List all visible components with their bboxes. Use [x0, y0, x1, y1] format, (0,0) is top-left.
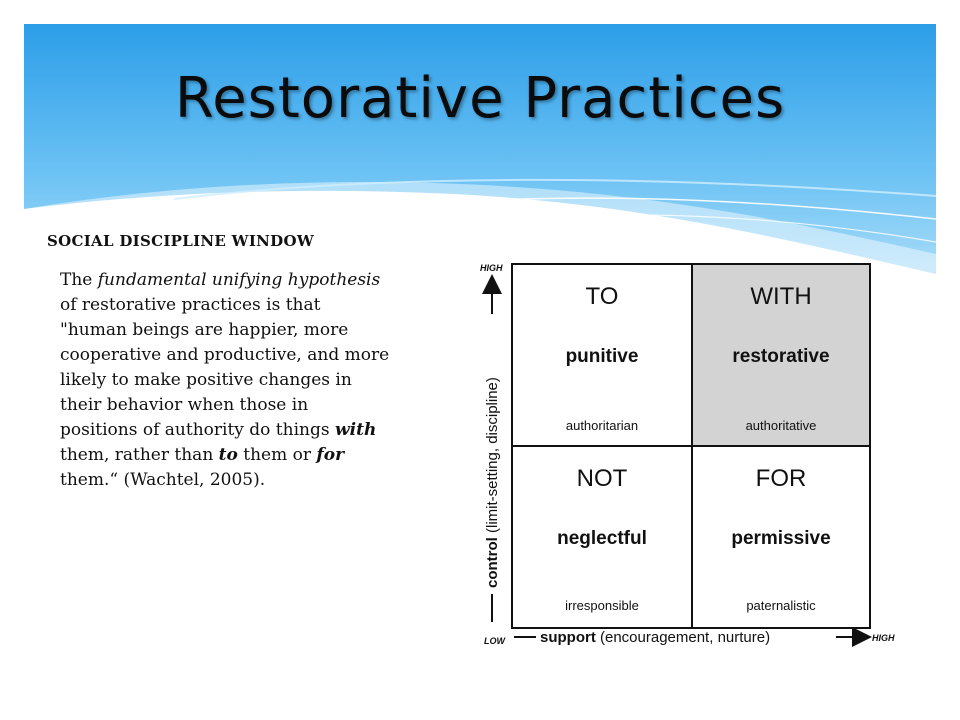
- body-emphasis: fundamental unifying hypothesis: [97, 270, 381, 290]
- word-with: with: [335, 420, 377, 440]
- quadrant-to-foot: authoritarian: [565, 418, 639, 433]
- quadrant-not-mid: neglectful: [557, 528, 647, 549]
- quadrant-not-head: NOT: [576, 465, 628, 492]
- word-for: for: [316, 445, 345, 465]
- x-axis-low-label: LOW: [484, 636, 505, 646]
- word-to: to: [218, 445, 238, 465]
- body-text-5: them.“ (Wachtel, 2005).: [60, 470, 266, 490]
- x-axis-detail: (encouragement, nurture): [595, 629, 771, 646]
- body-text-2: of restorative practices is that "human beings are happier, more cooperative and productive, and more likely to make positive changes in their behavior when those in positions of authority do things: [60, 295, 390, 440]
- y-axis-label: control: [484, 537, 501, 588]
- x-axis-high-label: HIGH: [872, 633, 895, 643]
- quadrant-for-foot: paternalistic: [746, 598, 816, 613]
- body-paragraph: [60, 268, 390, 493]
- quadrant-for-head: FOR: [755, 465, 807, 492]
- y-axis-high-label: HIGH: [480, 263, 503, 273]
- quadrant-with-head: WITH: [750, 283, 812, 310]
- social-discipline-window: [470, 252, 910, 652]
- body-text-4: them or: [237, 445, 317, 465]
- quadrant-not-foot: irresponsible: [565, 598, 639, 613]
- x-axis-title: [540, 629, 770, 646]
- slide-title: Restorative Practices: [174, 66, 786, 131]
- y-axis-detail: (limit-setting, discipline): [484, 377, 501, 538]
- quadrant-to-head: TO: [585, 283, 619, 310]
- quadrant-to-mid: punitive: [565, 346, 639, 367]
- section-subtitle: SOCIAL DISCIPLINE WINDOW: [47, 232, 314, 250]
- body-text-3: them, rather than: [60, 445, 219, 465]
- body-text-1: The: [60, 270, 98, 290]
- x-axis-label: support: [540, 629, 596, 646]
- quadrant-with-foot: authoritative: [745, 418, 817, 433]
- quadrant-for-mid: permissive: [731, 528, 831, 549]
- quadrant-with-mid: restorative: [732, 346, 830, 367]
- y-axis-title: [484, 377, 501, 588]
